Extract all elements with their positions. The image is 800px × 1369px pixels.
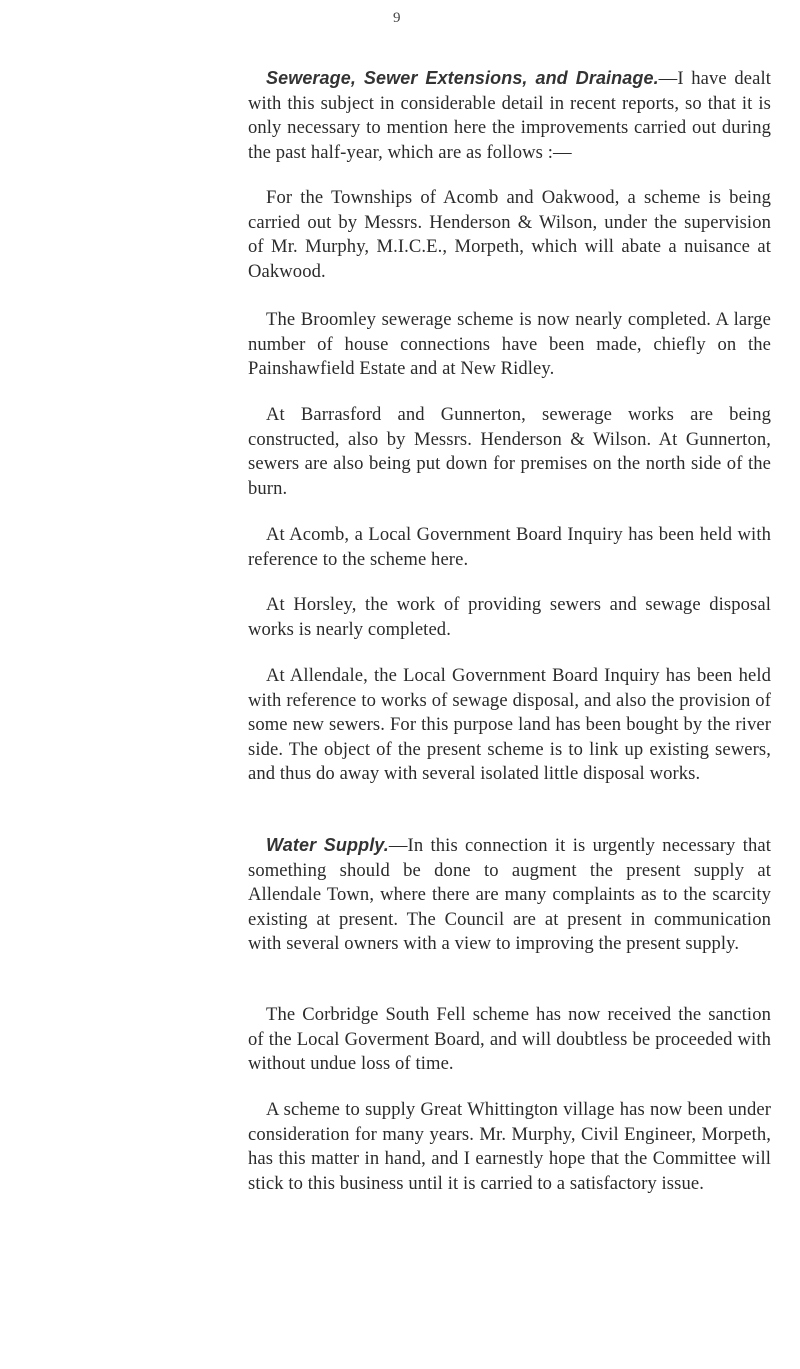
- sewerage-intro-text: —I have dealt with this subject in considerable detail in recent reports, so that it is only necessary to mention here the improvements carried out during the past half-year, which are as follows :—: [248, 68, 771, 163]
- water-supply-paragraph: [248, 833, 771, 957]
- paragraph-great-whittington: A scheme to supply Great Whittington village has now been under consideration for many years. Mr. Murphy, Civil Engineer, Morpeth, has this matter in hand, and I earnestly hope that the Committee will stick to this business until it is carried to a satisfactory issue.: [248, 1099, 771, 1194]
- paragraph-allendale: At Allendale, the Local Government Board Inquiry has been held with reference to works of sewage disposal, and also the provision of some new sewers. For this purpose land has been bought by the river side. The object of the present scheme is to link up existing sewers, and thus do away with several isolated little disposal works.: [248, 665, 771, 785]
- paragraph-horsley: At Horsley, the work of providing sewers and sewage disposal works is nearly completed.: [248, 594, 771, 640]
- sewerage-intro-paragraph: [248, 66, 771, 165]
- paragraph-acomb-inquiry: At Acomb, a Local Government Board Inquiry has been held with reference to the scheme here.: [248, 524, 771, 570]
- paragraph-broomley: The Broomley sewerage scheme is now nearly completed. A large number of house connections have been made, chiefly on the Painshawfield Estate and at New Ridley.: [248, 309, 771, 380]
- sewerage-heading: Sewerage, Sewer Extensions, and Drainage.: [266, 68, 659, 88]
- water-supply-intro-text: —In this connection it is urgently necessary that something should be done to augment the present supply at Allendale Town, where there are many complaints as to the scarcity existing at present. The Council are at present in communication with several owners with a view to improving the present supply.: [248, 835, 771, 955]
- page-number: 9: [393, 10, 401, 26]
- paragraph-barrasford-gunnerton: At Barrasford and Gunnerton, sewerage works are being constructed, also by Messrs. Henderson & Wilson. At Gunnerton, sewers are also being put down for premises on the north side of the burn.: [248, 404, 771, 499]
- water-supply-heading: Water Supply.: [266, 835, 389, 855]
- paragraph-acomb-oakwood: For the Townships of Acomb and Oakwood, a scheme is being carried out by Messrs. Henderson & Wilson, under the supervision of Mr. Murphy, M.I.C.E., Morpeth, which will abate a nuisance at Oakwood.: [248, 187, 771, 282]
- paragraph-corbridge: The Corbridge South Fell scheme has now received the sanction of the Local Goverment Board, and will doubtless be proceeded with without undue loss of time.: [248, 1004, 771, 1075]
